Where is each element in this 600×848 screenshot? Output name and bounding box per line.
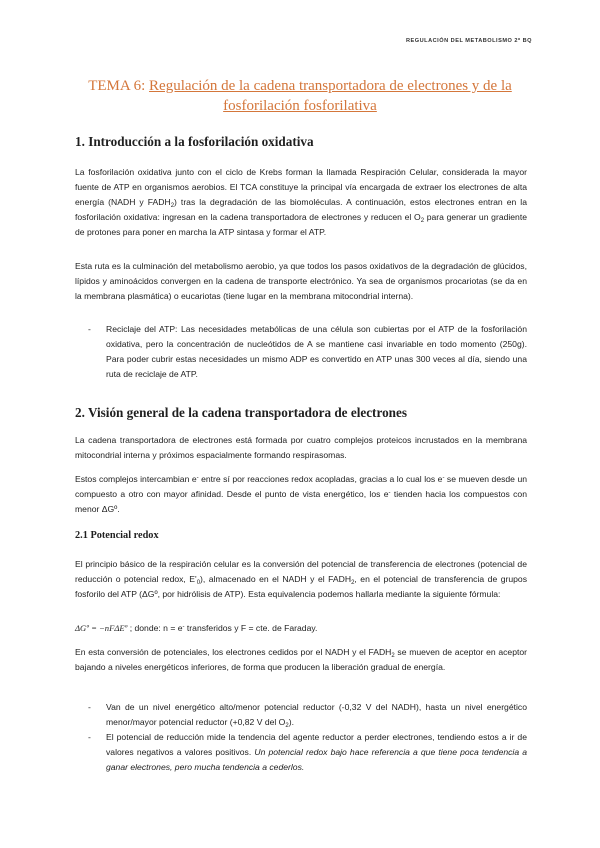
section-1-paragraph-1: La fosforilación oxidativa junto con el ciclo de Krebs forman la llamada Respiración Celular, considerada la mayor fuente de ATP en organismos aerobios. El TCA constituye la principal vía encargada de extraer los electrones de alta energía (NADH y $FADH_2$) tras la degradación de las biomoléculas. A continuación, estos electrones entran en la fosforilación oxidativa: ingresan en la cadena transportadora de electrones y reducen el $O_2$ para generar un gradiente de protones para poner en marcha la ATP sintasa y formar el ATP. (75, 167, 528, 238)
page-title (75, 76, 525, 116)
running-header: REGULACIÓN DEL METABOLISMO 2º BQ (406, 38, 532, 44)
section-2-1-heading: 2.1 Potencial redox (75, 530, 159, 541)
section-1-paragraph-2: Esta ruta es la culminación del metabolismo aerobio, ya que todos los pasos oxidativos de la degradación de glúcidos, lípidos y aminoácidos convergen en la cadena de transporte electrónico. Ya sea de organismos procariotas (se da en la membrana plasmática) o eucariotas (tiene lugar en la membrana mitocondrial interna). (75, 261, 527, 302)
list-item: - Van de un nivel energético alto/menor potencial reductor (-0,32 V del NADH), hasta un nivel energético menor/mayor potencial reductor (+0,82 V del $O_2$). (88, 702, 527, 730)
section-2-paragraph-2: Estos complejos intercambian e- entre sí por reacciones redox acopladas, gracias a lo cual los e- se mueven desde un compuesto a otro con mayor afinidad. Desde el punto de vista energético, los e- tienden hacia los compuestos con menor ΔGº. (75, 474, 528, 515)
formula-math: ΔGº = −nFΔEº (75, 623, 128, 633)
section-2-1-paragraph-1: El principio básico de la respiración celular es la conversión del potencial de transferencia de electrones (potencial de reducción o potencial redox, $E'_0$), almacenado en el NADH y el $FADH_2$, en el potencial de transferencia de grupos fosforilo del ATP (ΔGº, por hidrólisis de ATP). Esta equivalencia podemos hallarla mediante la siguiente fórmula: (75, 559, 527, 600)
list-item: - El potencial de reducción mide la tendencia del agente reductor a perder electrones, tendiendo estos a ir de valores negativos a valores positivos. Un potencial redox bajo hace referencia a que tiene poca tendencia a ganar electrones, pero mucha tendencia a cederlos. (88, 732, 528, 773)
section-2-heading: 2. Visión general de la cadena transportadora de electrones (75, 405, 407, 420)
list-item: - Reciclaje del ATP: Las necesidades metabólicas de una célula son cubiertas por el ATP de la fosforilación oxidativa, pero la concentración de nucleótidos de A se mantiene casi invariable en todo momento (250g). Para poder cubrir estas necesidades un mismo ADP es convertido en ATP unas 300 veces al día, siendo una ruta de reciclaje de ATP. (88, 324, 527, 380)
title-line1[interactable]: Regulación de la cadena transportadora de electrones y de la (149, 78, 512, 94)
bullet-dash: - (88, 702, 91, 712)
title-prefix: TEMA 6: (88, 78, 150, 94)
section-1-heading: 1. Introducción a la fosforilación oxidativa (75, 134, 314, 149)
bullet-dash: - (88, 324, 91, 334)
formula: ΔGº = −nFΔEº ; donde: n = e- transferidos y F = cte. de Faraday. (75, 623, 318, 633)
section-2-1-paragraph-2: En esta conversión de potenciales, los electrones cedidos por el NADH y el $FADH_2$ se mueven de aceptor en aceptor bajando a niveles energéticos inferiores, de forma que producen la liberación gradual de energía. (75, 647, 527, 673)
bullet-dash: - (88, 732, 91, 742)
title-line2[interactable]: fosforilación fosforilativa (223, 98, 377, 114)
section-2-paragraph-1: La cadena transportadora de electrones está formada por cuatro complejos proteicos incrustados en la membrana mitocondrial interna y próximos espacialmente formando respirasomas. (75, 435, 527, 461)
